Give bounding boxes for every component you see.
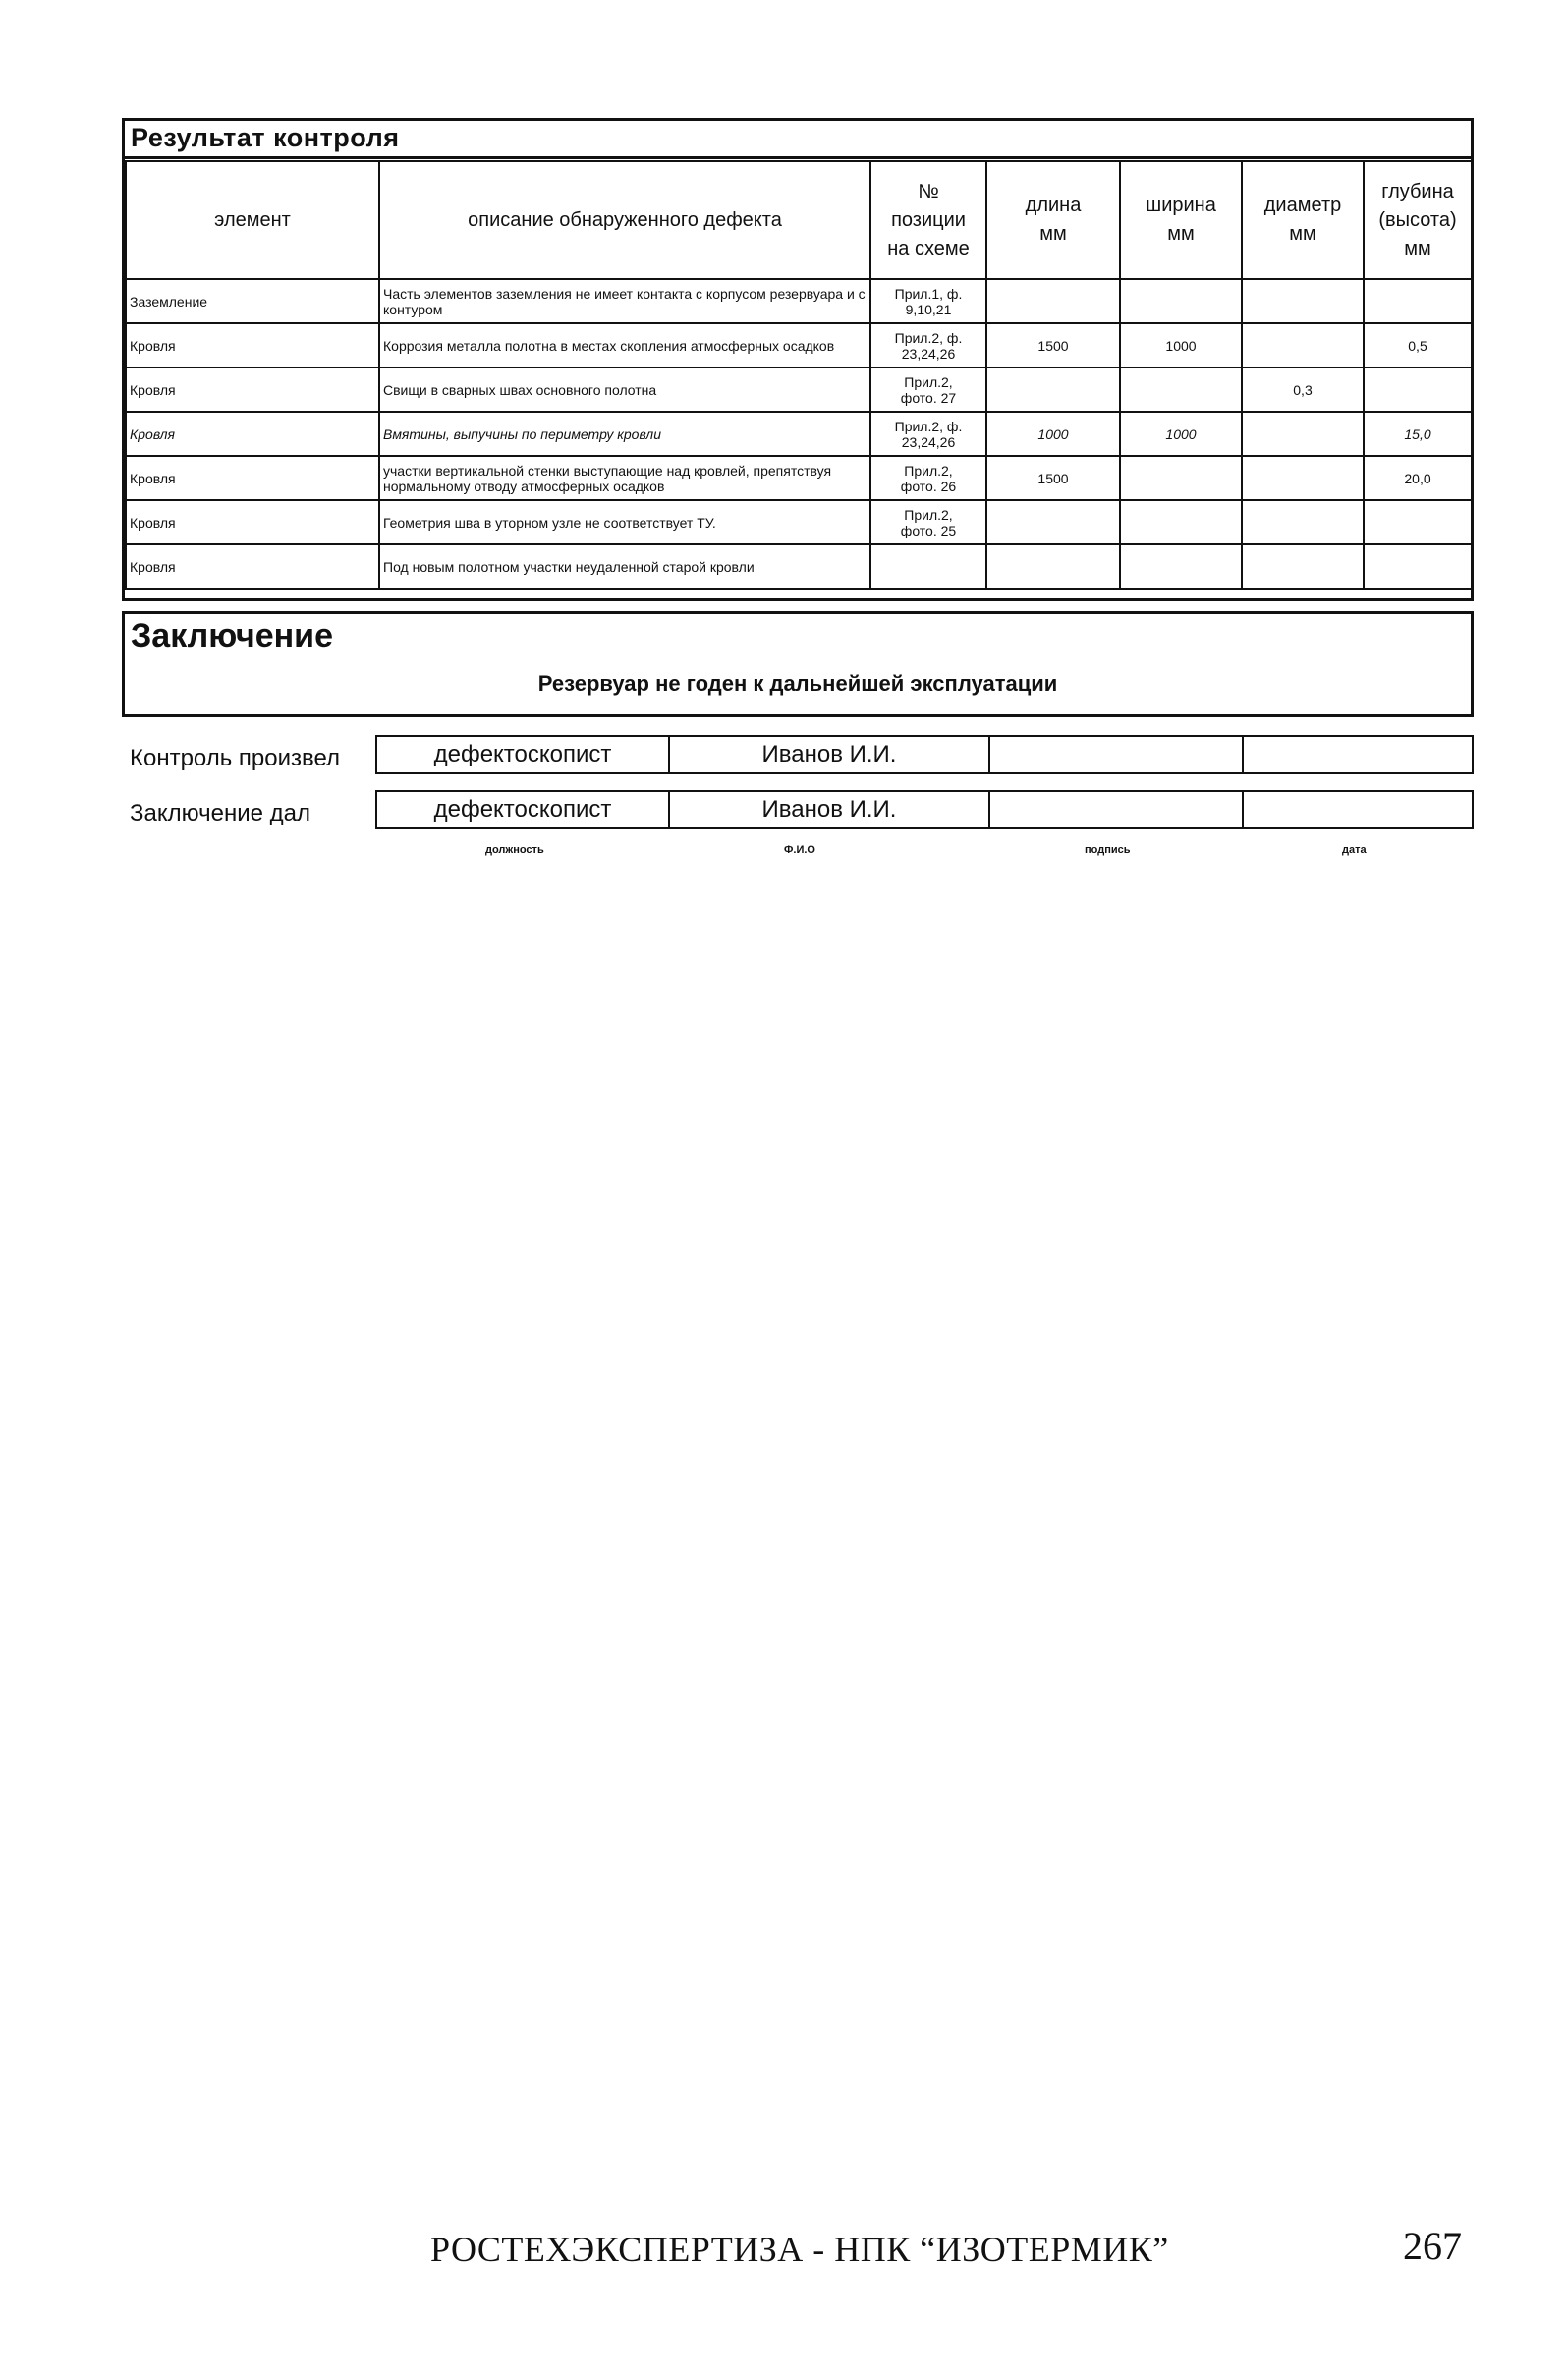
conclusion-signature-row xyxy=(375,790,1474,829)
defects-table xyxy=(125,160,1473,590)
table-row xyxy=(126,368,1472,412)
conclusion-position: дефектоскопист xyxy=(377,792,670,827)
cell-depth xyxy=(1364,544,1472,589)
cell-width xyxy=(1120,368,1242,412)
cell-diameter xyxy=(1242,544,1364,589)
cell-diameter xyxy=(1242,412,1364,456)
cell-description: Вмятины, выпучины по периметру кровли xyxy=(379,412,870,456)
cell-position: Прил.2, фото. 25 xyxy=(870,500,986,544)
cell-diameter xyxy=(1242,279,1364,323)
table-row xyxy=(126,279,1472,323)
conclusion-name: Иванов И.И. xyxy=(670,792,990,827)
caption-signature: подпись xyxy=(1085,844,1131,856)
control-label: Контроль произвел xyxy=(130,745,341,771)
cell-position: Прил.1, ф. 9,10,21 xyxy=(870,279,986,323)
cell-width xyxy=(1120,544,1242,589)
cell-length: 1000 xyxy=(986,412,1120,456)
cell-element: Кровля xyxy=(126,500,379,544)
cell-description: Часть элементов заземления не имеет контакта с корпусом резервуара и с контуром xyxy=(379,279,870,323)
cell-length xyxy=(986,368,1120,412)
header-length: длина мм xyxy=(986,161,1120,279)
caption-position: должность xyxy=(485,844,544,856)
cell-diameter xyxy=(1242,456,1364,500)
header-diameter: диаметр мм xyxy=(1242,161,1364,279)
cell-description: Геометрия шва в уторном узле не соответствует ТУ. xyxy=(379,500,870,544)
cell-position: Прил.2, фото. 26 xyxy=(870,456,986,500)
cell-element: Кровля xyxy=(126,368,379,412)
header-depth: глубина (высота) мм xyxy=(1364,161,1472,279)
title-divider xyxy=(125,156,1471,159)
cell-length: 1500 xyxy=(986,456,1120,500)
cell-position: Прил.2, фото. 27 xyxy=(870,368,986,412)
cell-position: Прил.2, ф. 23,24,26 xyxy=(870,412,986,456)
result-section xyxy=(122,118,1474,601)
cell-element: Кровля xyxy=(126,544,379,589)
table-row xyxy=(126,412,1472,456)
cell-element: Заземление xyxy=(126,279,379,323)
cell-length xyxy=(986,544,1120,589)
conclusion-given-label: Заключение дал xyxy=(130,800,310,826)
table-row xyxy=(126,544,1472,589)
control-signature-row xyxy=(375,735,1474,774)
conclusion-signature xyxy=(990,792,1244,827)
cell-width: 1000 xyxy=(1120,412,1242,456)
cell-depth: 20,0 xyxy=(1364,456,1472,500)
cell-element: Кровля xyxy=(126,323,379,368)
cell-width xyxy=(1120,279,1242,323)
cell-description: Свищи в сварных швах основного полотна xyxy=(379,368,870,412)
conclusion-text: Резервуар не годен к дальнейшей эксплуатации xyxy=(537,671,1058,696)
header-position: № позиции на схеме xyxy=(870,161,986,279)
conclusion-title: Заключение xyxy=(131,617,333,654)
cell-length xyxy=(986,500,1120,544)
cell-depth xyxy=(1364,500,1472,544)
table-row xyxy=(126,500,1472,544)
control-date xyxy=(1244,737,1472,772)
table-row xyxy=(126,323,1472,368)
caption-date: дата xyxy=(1342,844,1367,856)
cell-description: Под новым полотном участки неудаленной старой кровли xyxy=(379,544,870,589)
cell-depth: 0,5 xyxy=(1364,323,1472,368)
cell-depth xyxy=(1364,279,1472,323)
table-row xyxy=(126,456,1472,500)
cell-description: участки вертикальной стенки выступающие над кровлей, препятствуя нормальному отводу атмосферных осадков xyxy=(379,456,870,500)
header-width: ширина мм xyxy=(1120,161,1242,279)
control-signature xyxy=(990,737,1244,772)
page-number: 267 xyxy=(1403,2224,1462,2268)
result-title: Результат контроля xyxy=(131,123,400,152)
cell-diameter xyxy=(1242,500,1364,544)
control-position: дефектоскопист xyxy=(377,737,670,772)
cell-position: Прил.2, ф. 23,24,26 xyxy=(870,323,986,368)
cell-width: 1000 xyxy=(1120,323,1242,368)
cell-diameter xyxy=(1242,323,1364,368)
cell-length: 1500 xyxy=(986,323,1120,368)
cell-width xyxy=(1120,500,1242,544)
conclusion-section xyxy=(122,611,1474,717)
cell-diameter: 0,3 xyxy=(1242,368,1364,412)
cell-width xyxy=(1120,456,1242,500)
cell-element: Кровля xyxy=(126,456,379,500)
footer-organization: РОСТЕХЭКСПЕРТИЗА - НПК “ИЗОТЕРМИК” xyxy=(430,2230,1169,2269)
control-name: Иванов И.И. xyxy=(670,737,990,772)
cell-depth xyxy=(1364,368,1472,412)
cell-description: Коррозия металла полотна в местах скопления атмосферных осадков xyxy=(379,323,870,368)
cell-depth: 15,0 xyxy=(1364,412,1472,456)
cell-element: Кровля xyxy=(126,412,379,456)
caption-name: Ф.И.О xyxy=(784,844,815,856)
header-description: описание обнаруженного дефекта xyxy=(379,161,870,279)
cell-position xyxy=(870,544,986,589)
table-header-row xyxy=(126,161,1472,279)
header-element: элемент xyxy=(126,161,379,279)
cell-length xyxy=(986,279,1120,323)
conclusion-date xyxy=(1244,792,1472,827)
